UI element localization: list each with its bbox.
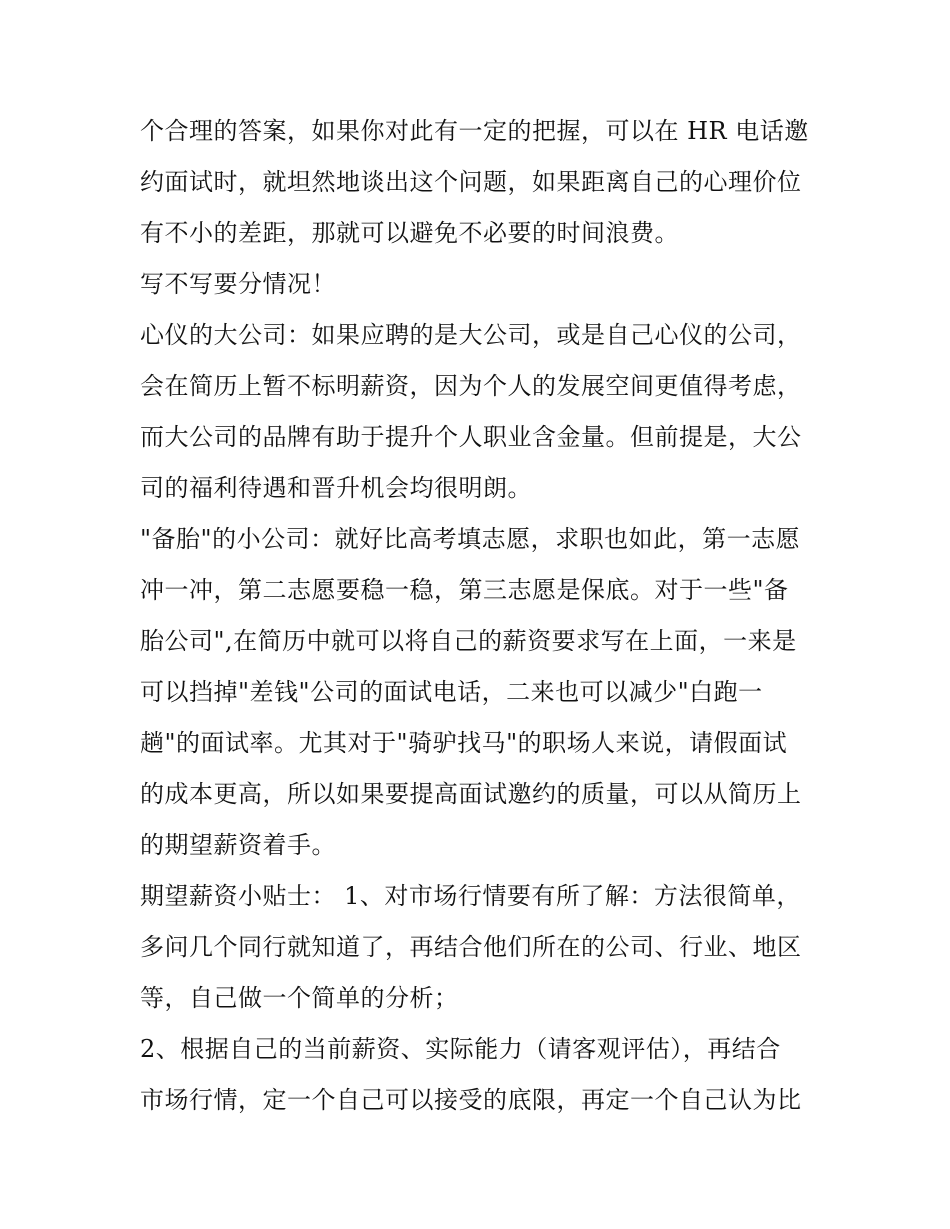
text-line: 有不小的差距，那就可以避免不必要的时间浪费。 (140, 219, 679, 247)
text-line: 可以挡掉"差钱"公司的面试电话，二来也可以减少"白跑一 (140, 678, 763, 706)
text-line: 的成本更高，所以如果要提高面试邀约的质量，可以从简历上 (140, 780, 802, 808)
text-line: 约面试时，就坦然地谈出这个问题，如果距离自己的心理价位 (140, 168, 802, 196)
text-line: "备胎"的小公司：就好比高考填志愿，求职也如此，第一志愿 (140, 525, 801, 553)
text-line: 而大公司的品牌有助于提升个人职业含金量。但前提是，大公 (140, 423, 802, 451)
text-line: 市场行情，定一个自己可以接受的底限，再定一个自己认为比 (140, 1086, 802, 1114)
text-line: 趟"的面试率。尤其对于"骑驴找马"的职场人来说，请假面试 (140, 729, 788, 757)
text-line: 期望薪资小贴士： 1、对市场行情要有所了解：方法很简单， (140, 882, 801, 910)
text-line: 会在简历上暂不标明薪资，因为个人的发展空间更值得考虑， (140, 372, 802, 400)
section-heading: 写不写要分情况！ (140, 270, 336, 298)
text-line: 等，自己做一个简单的分析； (140, 984, 459, 1012)
text-line: 心仪的大公司：如果应聘的是大公司，或是自己心仪的公司， (140, 321, 802, 349)
text-line: 多问几个同行就知道了，再结合他们所在的公司、行业、地区 (140, 933, 802, 961)
text-line: 冲一冲，第二志愿要稳一稳，第三志愿是保底。对于一些"备 (140, 576, 789, 604)
text-line: 个合理的答案，如果你对此有一定的把握，可以在 HR 电话邀 (140, 117, 809, 145)
text-line: 2、根据自己的当前薪资、实际能力（请客观评估），再结合 (140, 1035, 781, 1063)
text-line: 胎公司",在简历中就可以将自己的薪资要求写在上面，一来是 (140, 627, 797, 655)
text-line: 司的福利待遇和晋升机会均很明朗。 (140, 474, 532, 502)
document-body (140, 106, 820, 1126)
text-line: 的期望薪资着手。 (140, 831, 336, 859)
